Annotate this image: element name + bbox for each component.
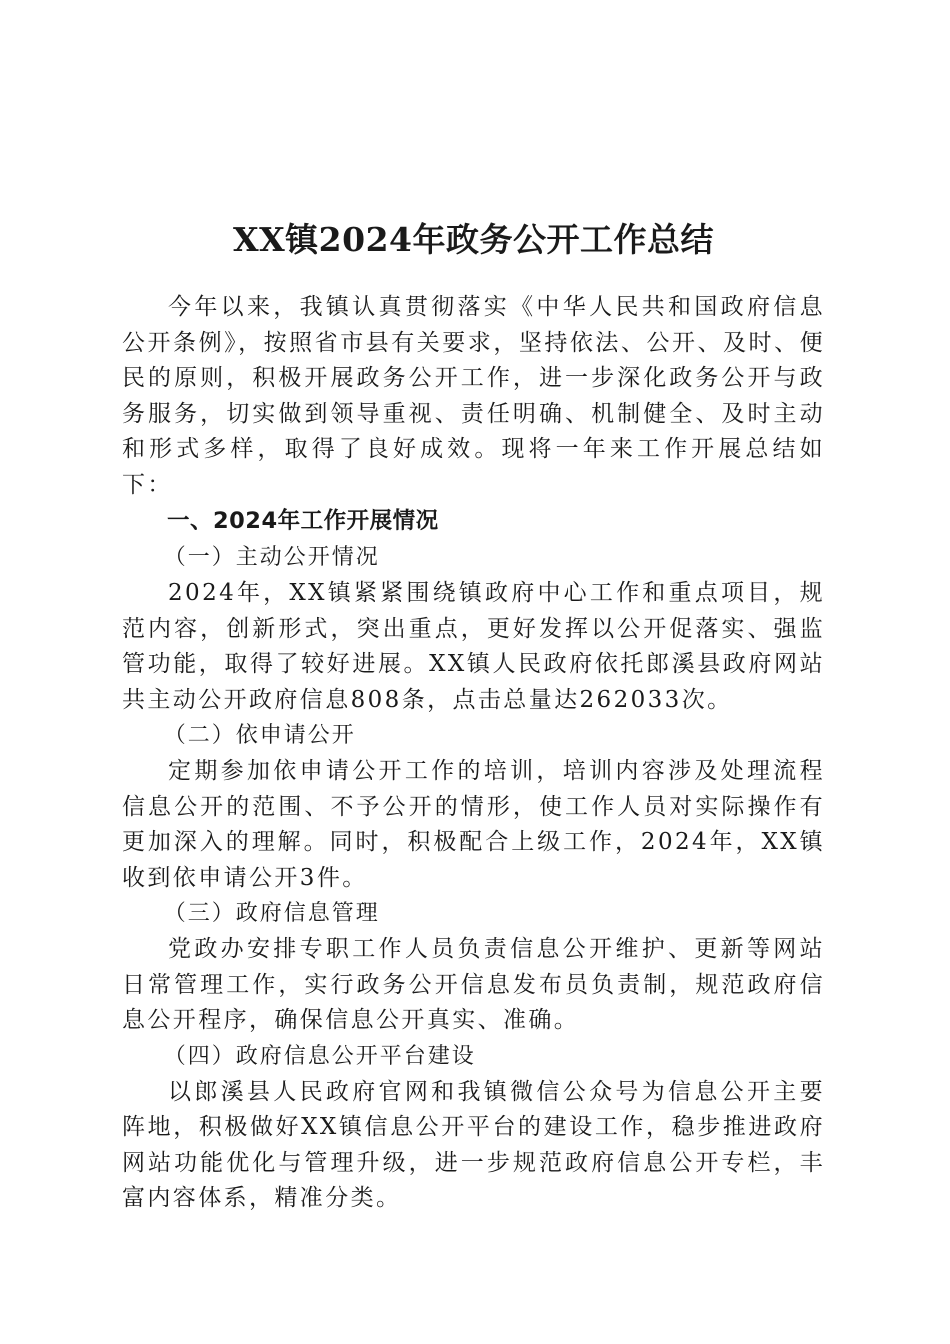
subsection-heading-1: （一）主动公开情况: [163, 545, 380, 570]
document-body: [122, 290, 825, 1217]
subsection-heading-2: （二）依申请公开: [163, 723, 356, 748]
subsection-paragraph-2: 定期参加依申请公开工作的培训，培训内容涉及处理流程信息公开的范围、不予公开的情形，使工作人员对实际操作有更加深入的理解。同时，积极配合上级工作，2024年，XX镇收到依申请公开3件。: [122, 758, 825, 891]
subsection-heading-4: （四）政府信息公开平台建设: [163, 1043, 476, 1069]
subsection-paragraph-4: 以郎溪县人民政府官网和我镇微信公众号为信息公开主要阵地，积极做好XX镇信息公开平台的建设工作，稳步推进政府网站功能优化与管理升级，进一步规范政府信息公开专栏，丰富内容体系，精准分类。: [122, 1078, 825, 1211]
document-title: XX镇2024年政务公开工作总结: [232, 220, 715, 260]
subsection-paragraph-1: 2024年，XX镇紧紧围绕镇政府中心工作和重点项目，规范内容，创新形式，突出重点，更好发挥以公开促落实、强监管功能，取得了较好进展。XX镇人民政府依托郎溪县政府网站共主动公开政府信息808条，点击总量达262033次。: [122, 580, 825, 713]
subsection-heading-3: （三）政府信息管理: [163, 901, 380, 926]
section-heading-1: 一、2024年工作开展情况: [167, 508, 439, 534]
intro-paragraph: 今年以来，我镇认真贯彻落实《中华人民共和国政府信息公开条例》，按照省市县有关要求，坚持依法、公开、及时、便民的原则，积极开展政务公开工作，进一步深化政务公开与政务服务，切实做到领导重视、责任明确、机制健全、及时主动和形式多样，取得了良好成效。现将一年来工作开展总结如下：: [122, 294, 825, 498]
subsection-paragraph-3: 党政办安排专职工作人员负责信息公开维护、更新等网站日常管理工作，实行政务公开信息发布员负责制，规范政府信息公开程序，确保信息公开真实、准确。: [122, 936, 825, 1033]
